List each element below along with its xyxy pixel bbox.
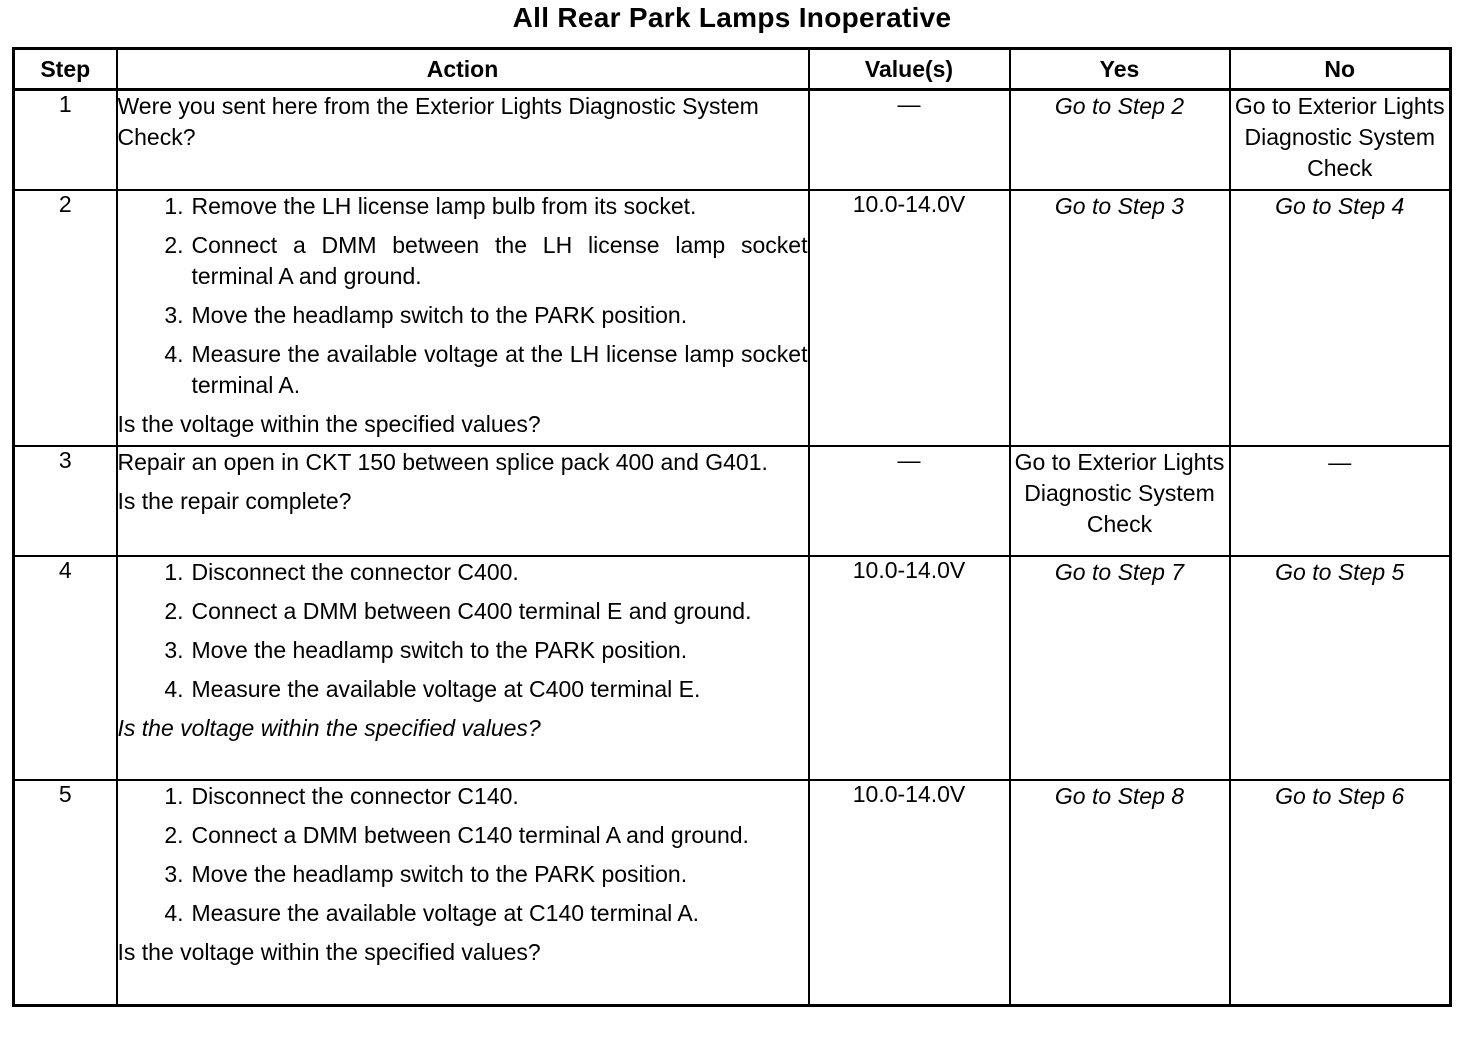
item-number: 3. xyxy=(164,860,184,887)
action-cell xyxy=(117,556,809,780)
list-item xyxy=(118,339,808,401)
item-number: 3. xyxy=(164,636,184,663)
item-text: Disconnect the connector C140. xyxy=(191,782,519,809)
diagnostic-table xyxy=(12,47,1452,1007)
yes-cell: Go to Step 7 xyxy=(1010,556,1230,780)
value-cell: — xyxy=(809,90,1010,190)
item-number: 4. xyxy=(164,899,184,926)
header-yes: Yes xyxy=(1010,49,1230,90)
action-cell xyxy=(117,190,809,446)
list-item xyxy=(118,674,808,705)
header-step: Step xyxy=(14,49,117,90)
step-number: 1 xyxy=(14,90,117,190)
list-item xyxy=(118,859,808,890)
table-row xyxy=(14,780,1451,1006)
item-number: 2. xyxy=(164,821,184,848)
item-text: Move the headlamp switch to the PARK position. xyxy=(191,636,688,663)
step-number: 2 xyxy=(14,190,117,446)
action-cell xyxy=(117,780,809,1006)
item-text: Measure the available voltage at C400 terminal E. xyxy=(191,675,701,702)
item-number: 1. xyxy=(164,558,184,585)
table-row xyxy=(14,190,1451,446)
item-number: 2. xyxy=(164,231,184,258)
item-number: 4. xyxy=(164,675,184,702)
item-text: Measure the available voltage at C140 terminal A. xyxy=(191,899,700,926)
list-item xyxy=(118,557,808,588)
value-cell: 10.0-14.0V xyxy=(809,190,1010,446)
item-number: 3. xyxy=(164,301,184,328)
no-cell: — xyxy=(1230,446,1451,556)
item-text: Disconnect the connector C400. xyxy=(191,558,519,585)
yes-cell: Go to Step 2 xyxy=(1010,90,1230,190)
item-number: 4. xyxy=(164,340,184,367)
list-item xyxy=(118,230,808,292)
table-row xyxy=(14,90,1451,190)
item-text: Connect a DMM between C140 terminal A and ground. xyxy=(191,821,749,848)
list-item xyxy=(118,635,808,666)
action-cell xyxy=(117,446,809,556)
page-title: All Rear Park Lamps Inoperative xyxy=(512,2,952,33)
action-text: Repair an open in CKT 150 between splice pack 400 and G401. xyxy=(117,448,768,475)
item-text: Connect a DMM between the LH license lamp socket terminal A and ground. xyxy=(191,231,808,289)
yes-cell: Go to Step 8 xyxy=(1010,780,1230,1006)
value-cell: 10.0-14.0V xyxy=(809,556,1010,780)
action-question: Is the voltage within the specified values? xyxy=(117,938,541,965)
header-row xyxy=(14,49,1451,90)
header-values: Value(s) xyxy=(809,49,1010,90)
step-number: 3 xyxy=(14,446,117,556)
item-text: Move the headlamp switch to the PARK position. xyxy=(191,301,688,328)
action-question: Is the voltage within the specified values? xyxy=(117,714,541,741)
no-cell: Go to Step 6 xyxy=(1230,780,1451,1006)
list-item xyxy=(118,191,808,222)
item-text: Measure the available voltage at the LH license lamp socket terminal A. xyxy=(191,340,808,398)
action-list xyxy=(118,557,808,705)
action-question: Is the voltage within the specified values? xyxy=(117,410,541,437)
action-list xyxy=(118,191,808,401)
header-action: Action xyxy=(117,49,809,90)
item-number: 1. xyxy=(164,192,184,219)
no-cell: Go to Step 5 xyxy=(1230,556,1451,780)
list-item xyxy=(118,781,808,812)
yes-cell: Go to Step 3 xyxy=(1010,190,1230,446)
action-text: Were you sent here from the Exterior Lights Diagnostic System Check? xyxy=(117,93,759,150)
action-list xyxy=(118,781,808,929)
list-item xyxy=(118,596,808,627)
step-number: 5 xyxy=(14,780,117,1006)
action-cell xyxy=(117,90,809,190)
list-item xyxy=(118,820,808,851)
item-text: Remove the LH license lamp bulb from its socket. xyxy=(191,192,697,219)
action-question: Is the repair complete? xyxy=(117,487,352,514)
no-cell: Go to Exterior Lights Diagnostic System Check xyxy=(1230,90,1451,190)
value-cell: — xyxy=(809,446,1010,556)
no-cell: Go to Step 4 xyxy=(1230,190,1451,446)
list-item xyxy=(118,300,808,331)
step-number: 4 xyxy=(14,556,117,780)
yes-cell: Go to Exterior Lights Diagnostic System Check xyxy=(1010,446,1230,556)
item-number: 1. xyxy=(164,782,184,809)
value-cell: 10.0-14.0V xyxy=(809,780,1010,1006)
list-item xyxy=(118,898,808,929)
item-text: Connect a DMM between C400 terminal E and ground. xyxy=(191,597,752,624)
item-text: Move the headlamp switch to the PARK position. xyxy=(191,860,688,887)
table-row xyxy=(14,446,1451,556)
table-row xyxy=(14,556,1451,780)
item-number: 2. xyxy=(164,597,184,624)
header-no: No xyxy=(1230,49,1451,90)
